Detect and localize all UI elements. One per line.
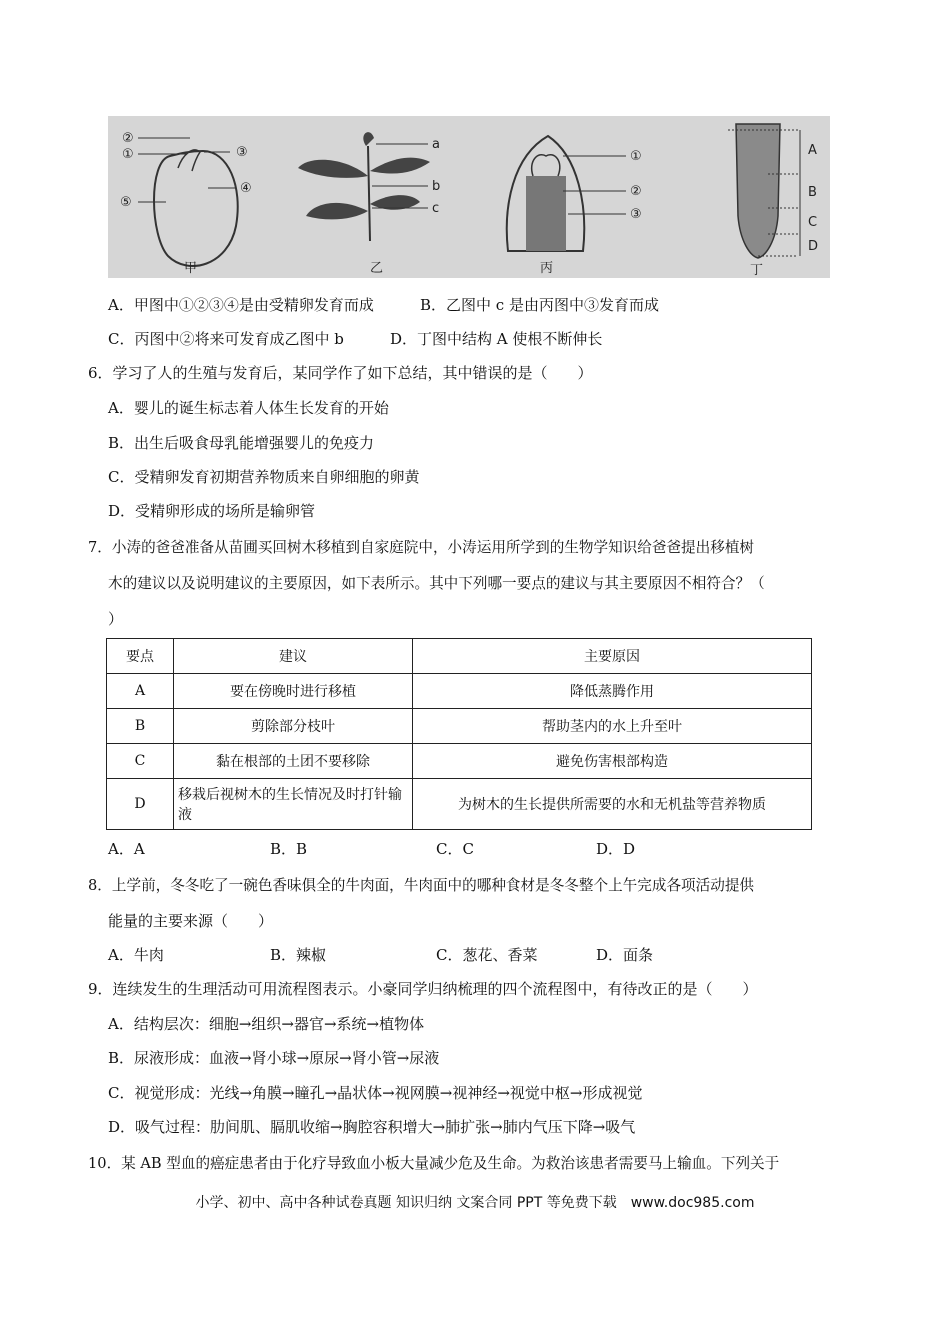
table-cell: 帮助茎内的水上升至叶: [413, 709, 812, 744]
page-footer: 小学、初中、高中各种试卷真题 知识归纳 文案合同 PPT 等免费下载 www.doc985.com: [195, 1195, 755, 1211]
table-cell: C: [107, 744, 174, 779]
q8-option-d: D．面条: [596, 946, 654, 964]
table-cell: 为树木的生长提供所需要的水和无机盐等营养物质: [413, 779, 812, 830]
figure-drawing: [108, 116, 830, 278]
label-bing-3: ③: [630, 207, 642, 222]
table-cell: 要在傍晚时进行移植: [174, 674, 413, 709]
label-jia-5: ⑤: [120, 195, 132, 210]
q5-option-b: B．乙图中 c 是由丙图中③发育而成: [420, 296, 659, 314]
q6-stem: 6．学习了人的生殖与发育后，某同学作了如下总结，其中错误的是（ ）: [88, 364, 593, 382]
q7-option-c: C．C: [436, 840, 474, 858]
q8-option-c: C．葱花、香菜: [436, 946, 538, 964]
label-bing-2: ②: [630, 184, 642, 199]
table-cell: D: [107, 779, 174, 830]
q9-option-b: B．尿液形成：血液→肾小球→原尿→肾小管→尿液: [108, 1049, 440, 1067]
table-row: [107, 709, 812, 744]
label-ding-B: B: [808, 185, 817, 200]
table-cell: 黏在根部的土团不要移除: [174, 744, 413, 779]
q9-option-a: A．结构层次：细胞→组织→器官→系统→植物体: [108, 1015, 425, 1033]
table-header-row: [107, 639, 812, 674]
table-header: 主要原因: [413, 639, 812, 674]
q6-option-b: B．出生后吸食母乳能增强婴儿的免疫力: [108, 434, 375, 452]
q7-stem-line1: 7．小涛的爸爸准备从苗圃买回树木移植到自家庭院中，小涛运用所学到的生物学知识给爸爸提出移植树: [88, 539, 755, 556]
biology-figure: [108, 116, 830, 278]
table-row: [107, 779, 812, 830]
table-cell: A: [107, 674, 174, 709]
caption-yi: 乙: [370, 261, 384, 276]
label-yi-c: c: [432, 201, 440, 216]
table-cell: B: [107, 709, 174, 744]
table-row: [107, 744, 812, 779]
label-jia-2: ②: [122, 131, 134, 146]
q7-table: [106, 638, 812, 830]
label-ding-C: C: [808, 215, 818, 230]
table-header: 要点: [107, 639, 174, 674]
label-ding-D: D: [808, 239, 819, 254]
label-jia-4: ④: [240, 181, 252, 196]
table-header: 建议: [174, 639, 413, 674]
label-jia-3: ③: [236, 145, 248, 160]
q5-option-c: C．丙图中②将来可发育成乙图中 b: [108, 330, 344, 348]
q8-stem-line1: 8．上学前，冬冬吃了一碗色香味俱全的牛肉面，牛肉面中的哪种食材是冬冬整个上午完成各项活动提供: [88, 877, 755, 894]
q9-option-c: C．视觉形成：光线→角膜→瞳孔→晶状体→视网膜→视神经→视觉中枢→形成视觉: [108, 1084, 643, 1102]
q8-option-a: A．牛肉: [108, 946, 164, 964]
q7-option-b: B．B: [270, 840, 308, 858]
q6-option-a: A．婴儿的诞生标志着人体生长发育的开始: [108, 399, 389, 417]
label-ding-A: A: [808, 143, 817, 158]
caption-jia: 甲: [184, 261, 198, 276]
root-tip-diagram-ding: [728, 124, 818, 278]
table-cell: 移栽后视树木的生长情况及时打针输液: [174, 779, 413, 830]
label-yi-b: b: [432, 179, 441, 194]
q6-option-d: D．受精卵形成的场所是输卵管: [108, 502, 316, 520]
q10-stem: 10．某 AB 型血的癌症患者由于化疗导致血小板大量减少危及生命。为救治该患者需要马上输血。下列关于: [88, 1155, 780, 1172]
q7-stem-line3: ）: [108, 610, 124, 628]
label-jia-1: ①: [122, 147, 134, 162]
q7-stem-line2: 木的建议以及说明建议的主要原因，如下表所示。其中下列哪一要点的建议与其主要原因不相符合？（: [108, 575, 765, 592]
table-cell: 剪除部分枝叶: [174, 709, 413, 744]
q5-option-a: A．甲图中①②③④是由受精卵发育而成: [108, 296, 374, 314]
q6-option-c: C．受精卵发育初期营养物质来自卵细胞的卵黄: [108, 468, 420, 486]
label-bing-1: ①: [630, 149, 642, 164]
seed-diagram-jia: [120, 131, 252, 276]
q9-option-d: D．吸气过程：肋间肌、膈肌收缩→胸腔容积增大→肺扩张→肺内气压下降→吸气: [108, 1118, 636, 1136]
label-yi-a: a: [432, 137, 440, 152]
q7-option-d: D．D: [596, 840, 636, 858]
q9-stem: 9．连续发生的生理活动可用流程图表示。小豪同学归纳梳理的四个流程图中，有待改正的是（ ）: [88, 980, 758, 998]
q5-option-d: D．丁图中结构 A 使根不断伸长: [390, 330, 603, 348]
q7-option-a: A．A: [108, 840, 145, 858]
shoot-diagram-yi: [298, 132, 440, 276]
bud-diagram-bing: [507, 136, 642, 276]
table-cell: 降低蒸腾作用: [413, 674, 812, 709]
q8-option-b: B．辣椒: [270, 946, 327, 964]
table-row: [107, 674, 812, 709]
caption-bing: 丙: [540, 261, 554, 276]
q8-stem-line2: 能量的主要来源（ ）: [108, 912, 274, 930]
caption-ding: 丁: [750, 263, 764, 278]
table-cell: 避免伤害根部构造: [413, 744, 812, 779]
